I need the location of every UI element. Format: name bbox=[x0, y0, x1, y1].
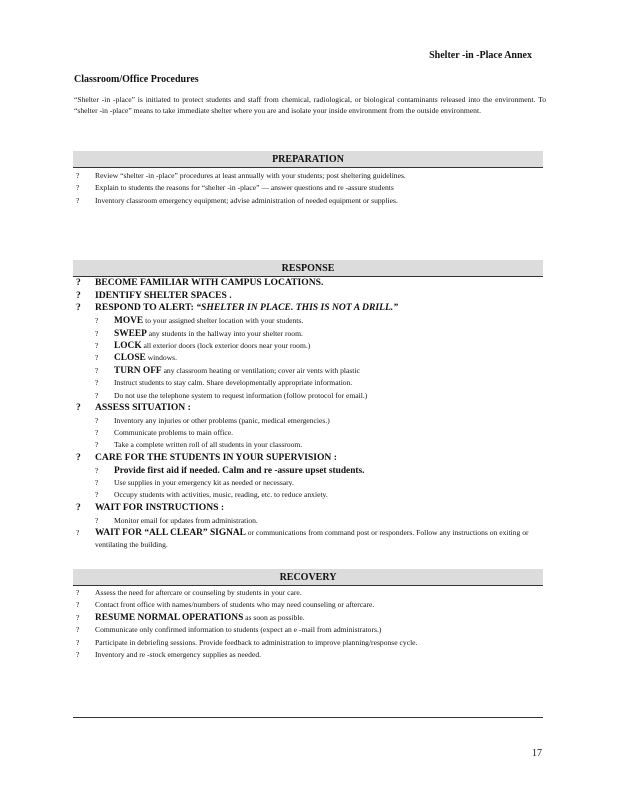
bullet-glyph: ? bbox=[95, 378, 99, 388]
bullet-glyph: ? bbox=[95, 328, 99, 338]
list-item: ? CARE FOR THE STUDENTS IN YOUR SUPERVISION : bbox=[76, 451, 337, 463]
list-item: ? TURN OFF any classroom heating or ventilation; cover air vents with plastic bbox=[95, 365, 360, 376]
bullet-glyph: ? bbox=[76, 451, 81, 463]
list-item: ? Instruct students to stay calm. Share developmentally appropriate information. bbox=[76, 377, 542, 389]
bullet-glyph: ? bbox=[76, 401, 81, 413]
list-item: ? WAIT FOR “ALL CLEAR” SIGNAL or communications from command post or responders. Follow any instructions on exiting or ventilating the building. bbox=[76, 527, 529, 550]
bullet-glyph: ? bbox=[76, 289, 81, 301]
bullet-glyph: ? bbox=[76, 625, 80, 635]
list-item: ? Monitor email for updates from administration. bbox=[76, 515, 542, 527]
list-item: ? Occupy students with activities, music, reading, etc. to reduce anxiety. bbox=[76, 489, 542, 501]
list-item: ? Communicate only confirmed information to students (expect an e -mail from administrators.) bbox=[76, 624, 542, 636]
annex-header: Shelter -in -Place Annex bbox=[429, 50, 532, 61]
recovery-list bbox=[76, 587, 542, 661]
list-item: ? WAIT FOR INSTRUCTIONS : bbox=[76, 501, 225, 513]
list-item: ? ASSESS SITUATION : bbox=[76, 401, 191, 413]
list-item: ? Do not use the telephone system to request information (follow protocol for email.) bbox=[76, 390, 542, 402]
page-number: 17 bbox=[532, 748, 542, 759]
bullet-glyph: ? bbox=[95, 428, 99, 438]
list-item: ? Communicate problems to main office. bbox=[76, 427, 542, 439]
bullet-glyph: ? bbox=[95, 490, 99, 500]
list-item: ? Review “shelter -in -place” procedures at least annually with your students; post sheltering guidelines. bbox=[76, 170, 542, 182]
intro-paragraph: “Shelter -in -place” is initiated to protect students and staff from chemical, radiological, or biological contaminants released into the environment. To “shelter -in -place” means to take immediate shelter where you are and isolate your inside environment from the outside environment. bbox=[74, 95, 546, 116]
bullet-glyph: ? bbox=[76, 171, 80, 180]
list-item: ? Assess the need for aftercare or counseling by students in your care. bbox=[76, 587, 542, 599]
section-heading-recovery: RECOVERY bbox=[73, 569, 543, 586]
bullet-glyph: ? bbox=[95, 515, 99, 525]
bullet-glyph: ? bbox=[95, 440, 99, 450]
list-item: ? Inventory and re -stock emergency supplies as needed. bbox=[76, 649, 542, 661]
list-item: ? CLOSE windows. bbox=[95, 353, 178, 364]
bullet-glyph: ? bbox=[76, 600, 80, 610]
list-item: ? LOCK all exterior doors (lock exterior doors near your room.) bbox=[95, 340, 311, 351]
bullet-glyph: ? bbox=[76, 501, 81, 513]
bullet-glyph: ? bbox=[95, 353, 99, 363]
list-item: ? Inventory classroom emergency equipment; advise administration of needed equipment or supplies. bbox=[76, 195, 542, 207]
list-item: ? Explain to students the reasons for “shelter -in -place” — answer questions and re -assure students bbox=[76, 182, 542, 194]
preparation-list bbox=[76, 170, 542, 207]
list-item: ? IDENTIFY SHELTER SPACES . bbox=[76, 289, 232, 301]
list-item: ? Use supplies in your emergency kit as needed or necessary. bbox=[76, 477, 542, 489]
bullet-glyph: ? bbox=[76, 195, 80, 205]
bullet-glyph: ? bbox=[95, 390, 99, 400]
bullet-glyph: ? bbox=[76, 277, 81, 288]
bullet-glyph: ? bbox=[95, 365, 99, 375]
bullet-glyph: ? bbox=[76, 637, 80, 647]
bullet-glyph: ? bbox=[76, 588, 80, 597]
list-item: ? RESUME NORMAL OPERATIONS as soon as possible. bbox=[76, 612, 305, 623]
bullet-glyph: ? bbox=[76, 302, 81, 314]
bullet-glyph: ? bbox=[95, 415, 99, 425]
bullet-glyph: ? bbox=[95, 465, 99, 475]
bullet-glyph: ? bbox=[76, 612, 80, 622]
response-list bbox=[76, 277, 542, 552]
list-item: ? BECOME FAMILIAR WITH CAMPUS LOCATIONS. bbox=[76, 277, 324, 288]
list-item: ? Provide first aid if needed. Calm and re -assure upset students. bbox=[95, 465, 365, 476]
list-item: ? Contact front office with names/numbers of students who may need counseling or aftercare. bbox=[76, 599, 542, 611]
bullet-glyph: ? bbox=[95, 477, 99, 487]
alert-text: “SHELTER IN PLACE. THIS IS NOT A DRILL.” bbox=[196, 302, 399, 314]
bullet-glyph: ? bbox=[76, 527, 80, 537]
section-heading-preparation: PREPARATION bbox=[73, 151, 543, 168]
bullet-glyph: ? bbox=[76, 650, 80, 660]
bullet-glyph: ? bbox=[95, 316, 99, 326]
page-title: Classroom/Office Procedures bbox=[74, 74, 199, 85]
list-item: ? SWEEP any students in the hallway into your shelter room. bbox=[95, 328, 303, 339]
list-item: ? RESPOND TO ALERT: “SHELTER IN PLACE. THIS IS NOT A DRILL.” bbox=[76, 302, 399, 314]
list-item: ? Participate in debriefing sessions. Provide feedback to administration to improve planning/response cycle. bbox=[76, 637, 542, 649]
section-heading-response: RESPONSE bbox=[73, 260, 543, 277]
bullet-glyph: ? bbox=[95, 340, 99, 350]
list-item: ? MOVE to your assigned shelter location with your students. bbox=[95, 316, 304, 327]
list-item: ? Take a complete written roll of all students in your classroom. bbox=[76, 439, 542, 451]
bullet-glyph: ? bbox=[76, 183, 80, 193]
list-item: ? Inventory any injuries or other problems (panic, medical emergencies.) bbox=[76, 415, 542, 427]
bottom-divider bbox=[73, 717, 543, 718]
